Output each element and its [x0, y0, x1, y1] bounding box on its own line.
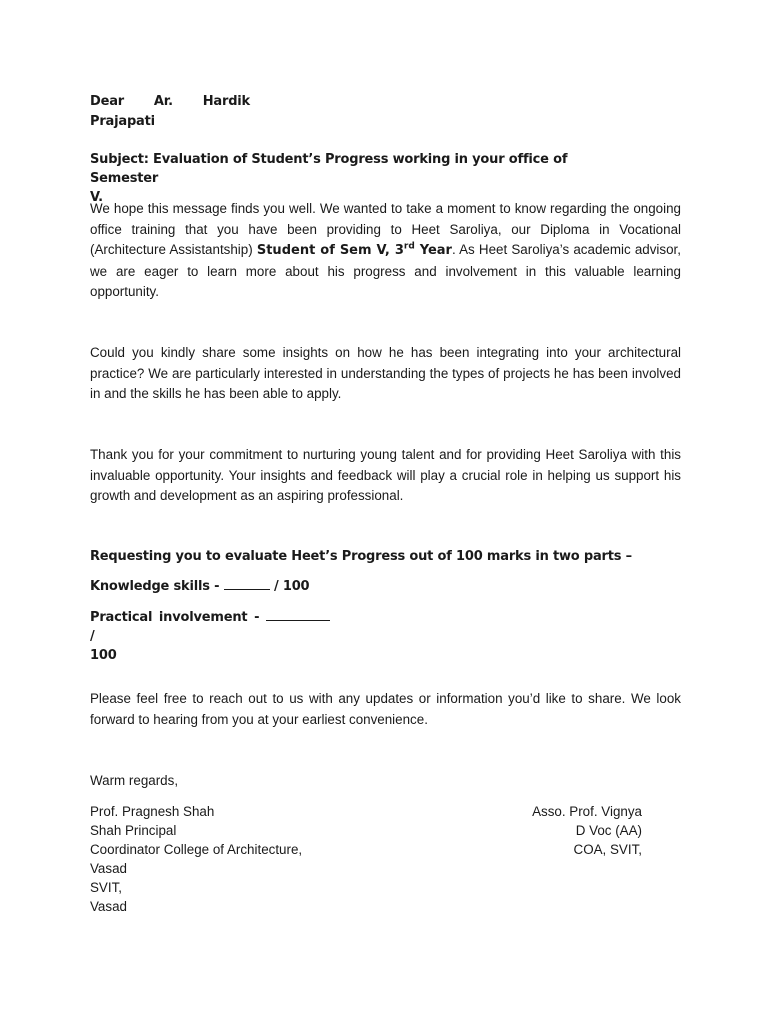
- paragraph-contact: Please feel free to reach out to us with any updates or information you’d like to share. We look forward to hearing from you at your earliest convenience.: [90, 691, 681, 727]
- knowledge-score-blank[interactable]: [224, 577, 270, 590]
- paragraph-intro-text-1: We hope this message finds you well. We wanted to take a moment to know regarding the ongoing office training that you have been providing to Heet Saroliya, our Diploma in Vocational (Architecture Assistantship): [90, 201, 681, 257]
- paragraph-thanks: Thank you for your commitment to nurturing young talent and for providing Heet Saroliya with this invaluable opportunity. Your insights and feedback will play a crucial role in helping us support his growth and development as an aspiring professional.: [90, 447, 681, 503]
- signature-left-line: SVIT,: [90, 880, 122, 895]
- signature-left-line: Prof. Pragnesh Shah: [90, 804, 215, 819]
- signature-left-line: Vasad: [90, 861, 127, 876]
- subject-line-2: V.: [90, 190, 103, 205]
- signature-right-line: D Voc (AA): [575, 823, 642, 838]
- paragraph-intro: [90, 199, 681, 303]
- greeting-line-2: Prajapati: [90, 114, 155, 129]
- evaluation-request: Requesting you to evaluate Heet’s Progress out of 100 marks in two parts –: [90, 549, 632, 564]
- signature-left-line: Shah Principal: [90, 823, 177, 838]
- signature-left-line: Coordinator College of Architecture,: [90, 842, 303, 857]
- practical-involvement-row: [90, 608, 330, 665]
- signature-left: [90, 802, 302, 916]
- knowledge-skills-label: Knowledge skills -: [90, 579, 220, 594]
- practical-involvement-line1: [90, 608, 330, 646]
- practical-involvement-suffix: /: [90, 629, 95, 644]
- paragraph-intro-text-2: . As Heet Saroliya’s academic advisor, we are eager to learn more about his progress and involvement in this valuable learning opportunity.: [90, 242, 681, 299]
- year-text: Year: [414, 243, 452, 258]
- signature-right-line: Asso. Prof. Vignya: [532, 804, 642, 819]
- practical-involvement-label: Practical involvement -: [90, 610, 260, 625]
- signature-left-line: Vasad: [90, 899, 127, 914]
- signature-right-line: COA, SVIT,: [573, 842, 642, 857]
- closing-salutation: Warm regards,: [90, 773, 179, 788]
- subject-line-1: Subject: Evaluation of Student’s Progress working in your office of Semester: [90, 152, 568, 186]
- practical-score-blank[interactable]: [266, 608, 330, 621]
- knowledge-skills-suffix: / 100: [273, 579, 310, 594]
- paragraph-insights: Could you kindly share some insights on how he has been integrating into your architectural practice? We are particularly interested in understanding the types of projects he has been involved in and the skills he has been able to apply.: [90, 345, 681, 401]
- student-sem-bold: [257, 243, 452, 258]
- ordinal-suffix: rd: [403, 241, 415, 252]
- greeting: [90, 92, 250, 132]
- knowledge-skills-row: [90, 577, 681, 598]
- student-sem-text: Student of Sem V, 3: [256, 243, 404, 258]
- greeting-line-1: Dear Ar. Hardik: [90, 94, 250, 109]
- practical-involvement-line2: 100: [90, 648, 117, 663]
- signature-right: [532, 802, 642, 859]
